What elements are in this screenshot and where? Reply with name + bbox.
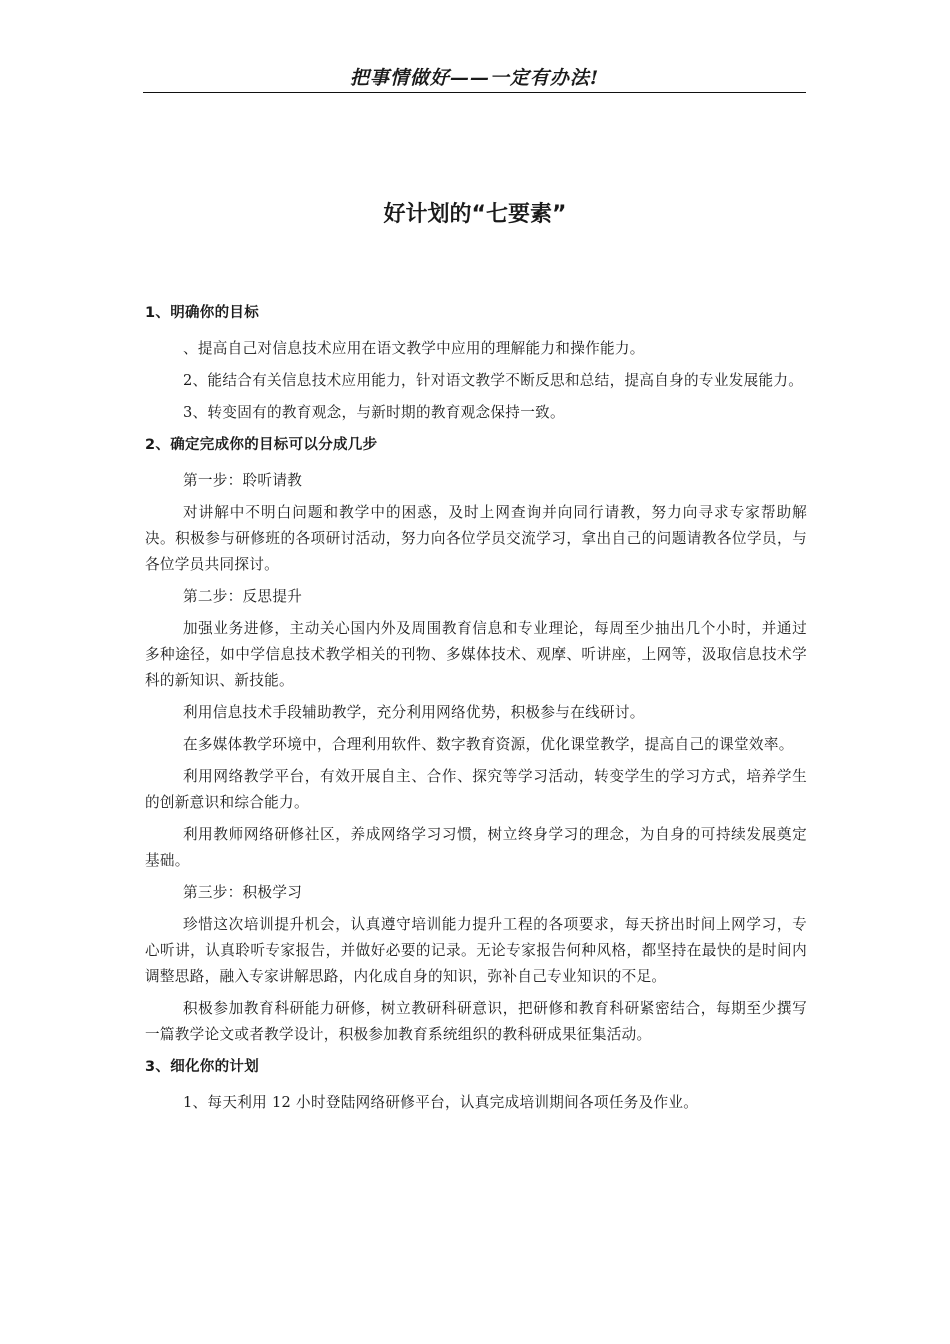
step-paragraph: 利用网络教学平台，有效开展自主、合作、探究等学习活动，转变学生的学习方式，培养学生的创新意识和综合能力。: [145, 768, 807, 811]
step-paragraph: 珍惜这次培训提升机会，认真遵守培训能力提升工程的各项要求，每天挤出时间上网学习，专心听讲，认真聆听专家报告，并做好必要的记录。无论专家报告何种风格，都坚持在最快的是时间内调整思路，融入专家讲解思路，内化成自身的知识，弥补自己专业知识的不足。: [145, 916, 807, 985]
goal-item: 2、能结合有关信息技术应用能力，针对语文教学不断反思和总结，提高自身的专业发展能力。: [182, 372, 804, 389]
step-paragraph: 在多媒体教学环境中，合理利用软件、数字教育资源，优化课堂教学，提高自己的课堂效率。: [182, 736, 794, 753]
step-paragraph: 对讲解中不明白问题和教学中的困惑，及时上网查询并向同行请教，努力向寻求专家帮助解决。积极参与研修班的各项研讨活动，努力向各位学员交流学习，拿出自己的问题请教各位学员，与各位学员共同探讨。: [145, 504, 807, 573]
page-header-motto: 把事情做好——一定有办法!: [143, 64, 806, 93]
step-paragraph: 积极参加教育科研能力研修，树立教研科研意识，把研修和教育科研紧密结合，每期至少撰写一篇教学论文或者教学设计，积极参加教育系统组织的教科研成果征集活动。: [145, 1000, 807, 1043]
section-heading-plan: 3、细化你的计划: [145, 1059, 259, 1075]
step-title: 第一步：聆听请教: [182, 472, 303, 489]
step-paragraph: 利用信息技术手段辅助教学，充分利用网络优势，积极参与在线研讨。: [182, 704, 645, 721]
step-paragraph: 利用教师网络研修社区，养成网络学习习惯，树立终身学习的理念，为自身的可持续发展奠定基础。: [145, 826, 807, 869]
document-title: 好计划的“七要素”: [383, 202, 567, 227]
step-title: 第二步：反思提升: [182, 588, 303, 605]
section-heading-steps: 2、确定完成你的目标可以分成几步: [145, 437, 378, 453]
document-body: [145, 300, 807, 1116]
plan-item: 1、每天利用 12 小时登陆网络研修平台，认真完成培训期间各项任务及作业。: [182, 1094, 699, 1111]
step-title: 第三步：积极学习: [182, 884, 303, 901]
step-paragraph: 加强业务进修，主动关心国内外及周围教育信息和专业理论，每周至少抽出几个小时，并通过多种途径，如中学信息技术教学相关的刊物、多媒体技术、观摩、听讲座，上网等，汲取信息技术学科的新知识、新技能。: [145, 620, 807, 689]
goal-item: 3、转变固有的教育观念，与新时期的教育观念保持一致。: [182, 404, 565, 421]
section-heading-goals: 1、明确你的目标: [145, 305, 259, 321]
goal-item: 、提高自己对信息技术应用在语文教学中应用的理解能力和操作能力。: [182, 340, 645, 357]
